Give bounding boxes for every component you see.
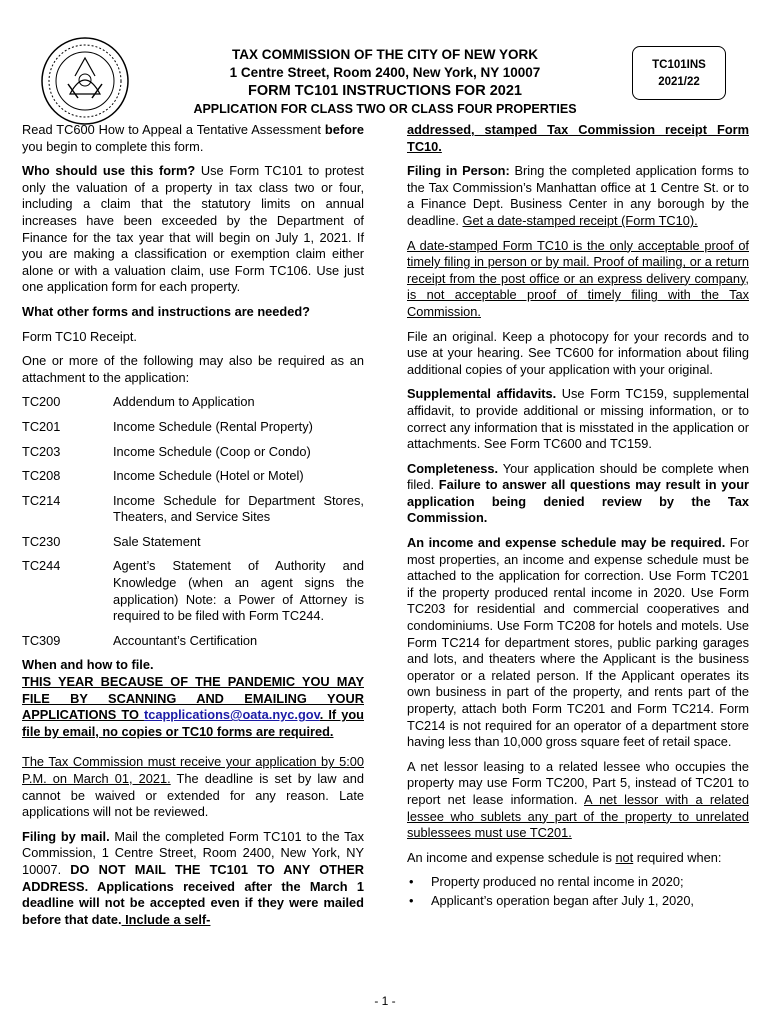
- right-column: [407, 122, 749, 912]
- supplemental-affidavits-paragraph: Supplemental affidavits. Use Form TC159, supplemental affidavit, to provide additional or missing information, or to correct any information that is misstated in the application or attachments. See Form TC600 and TC159.: [407, 386, 749, 452]
- tc10-receipt: Form TC10 Receipt.: [22, 328, 137, 344]
- document-header: [150, 46, 620, 118]
- other-forms-heading: What other forms and instructions are needed?: [22, 303, 310, 319]
- form-row: TC214 Income Schedule for Department Stores, Theaters, and Service Sites: [22, 492, 364, 525]
- form-row: TC309 Accountant’s Certification: [22, 632, 258, 648]
- file-original-paragraph: File an original. Keep a photocopy for your records and to use at your hearing. See TC600 for information about filing additional copies of your application with your original.: [407, 328, 749, 377]
- form-year: 2021/22: [658, 76, 700, 88]
- form-row: TC208 Income Schedule (Hotel or Motel): [22, 468, 304, 484]
- form-row: TC201 Income Schedule (Rental Property): [22, 418, 313, 434]
- header-form-title: FORM TC101 INSTRUCTIONS FOR 2021: [248, 83, 522, 99]
- when-how-heading: When and how to file.: [22, 657, 154, 673]
- page-number: - 1 -: [374, 994, 396, 1008]
- filing-by-mail-paragraph: Filing by mail. Mail the completed Form TC101 to the Tax Commission, 1 Centre Street, Room 2400, New York, NY 10007. DO NOT MAIL THE TC101 TO ANY OTHER ADDRESS. Applications received after the March 1 deadline will not be accepted even if they were mailed before that date. Include a self-: [22, 828, 365, 927]
- not-required-list: [407, 874, 749, 909]
- completeness-paragraph: Completeness. Your application should be complete when filed. Failure to answer all questions may result in your application being denied review by the Tax Commission.: [407, 460, 749, 526]
- header-subtitle: APPLICATION FOR CLASS TWO OR CLASS FOUR PROPERTIES: [193, 102, 577, 116]
- form-code-box: [632, 46, 726, 100]
- form-row: TC230 Sale Statement: [22, 533, 201, 549]
- form-row: TC244 Agent’s Statement of Authority and Knowledge (when an agent signs the application) Note: a Power of Attorney is required to be filed with Form TC244.: [22, 558, 364, 624]
- list-item: • Applicant’s operation began after July 1, 2020,: [407, 893, 749, 910]
- who-should-use-heading: Who should use this form?: [22, 163, 196, 179]
- header-address: 1 Centre Street, Room 2400, New York, NY 10007: [229, 65, 541, 80]
- receipt-continuation: addressed, stamped Tax Commission receipt Form TC10.: [407, 122, 749, 154]
- who-should-use-paragraph: Who should use this form? Use Form TC101 to protest only the valuation of a property in tax class two or four, including a claim that the statutory limits on annual increases have been exceeded by the Department of Finance for the tax year that will begin on July 1, 2021. If you are making a classification or exemption claim either alone or with a valuation claim, use Form TC106. Use just one application form for each property.: [22, 163, 364, 295]
- filing-in-person-paragraph: Filing in Person: Bring the completed application forms to the Tax Commission’s Manhattan office at 1 Centre St. or to a Finance Dept. Business Center in any borough by the deadline. Get a date-stamped receipt (Form TC10).: [407, 163, 750, 228]
- form-row: TC203 Income Schedule (Coop or Condo): [22, 443, 311, 459]
- form-code: TC101INS: [652, 59, 706, 71]
- form-row: TC200 Addendum to Application: [22, 394, 255, 410]
- nyc-seal-logo: [40, 36, 130, 126]
- email-link[interactable]: tcapplications@oata.nyc.gov: [143, 707, 320, 723]
- intro-paragraph: Read TC600 How to Appeal a Tentative Assessment before you begin to complete this form.: [22, 122, 364, 154]
- may-require-paragraph: One or more of the following may also be required as an attachment to the application:: [22, 353, 364, 385]
- proof-paragraph: A date-stamped Form TC10 is the only acceptable proof of timely filing in person or by mail. Proof of mailing, or a return receipt from the post office or an express delivery company, is not acceptable proof of timely filing with the Tax Commission.: [407, 237, 749, 319]
- forms-list: [22, 394, 364, 649]
- header-commission: TAX COMMISSION OF THE CITY OF NEW YORK: [231, 47, 538, 62]
- net-lessor-paragraph: A net lessor leasing to a related lessee who occupies the property may use Form TC200, Part 5, instead of TC201 to report net lease information. A net lessor with a related lessee who sublets any part of the property to unrelated sublessees must use TC201.: [407, 758, 749, 841]
- pandemic-notice: THIS YEAR BECAUSE OF THE PANDEMIC YOU MAY FILE BY SCANNING AND EMAILING YOUR APPLICATIONS TO tcapplications@oata.nyc.gov. If you file by email, no copies or TC10 forms are required.: [22, 674, 364, 739]
- deadline-paragraph: The Tax Commission must receive your application by 5:00 P.M. on March 01, 2021. The deadline is set by law and cannot be waived or extended for any reason. Late applications will not be reviewed.: [22, 754, 364, 820]
- list-item: • Property produced no rental income in 2020;: [407, 874, 749, 891]
- income-schedule-paragraph: An income and expense schedule may be required. For most properties, an income and expense schedule must be attached to the application for correction. Use Form TC201 if the property produced rental income in 2020. Use Form TC203 for residential and commercial cooperatives and condominiums. Use Form TC208 for hotels and motels. Use Form TC214 for department stores, public parking garages and lots, and theaters where the Applicant is the business operator or a related person. If the Applicant operates its own business in part of the property, and rents part of the property, attach both Form TC201 and Form TC214. Form TC214 is not required for an operator of a department store having less than 10,000 gross square feet of retail space.: [407, 535, 749, 750]
- not-required-paragraph: An income and expense schedule is not required when:: [407, 849, 722, 865]
- left-column: [22, 122, 364, 936]
